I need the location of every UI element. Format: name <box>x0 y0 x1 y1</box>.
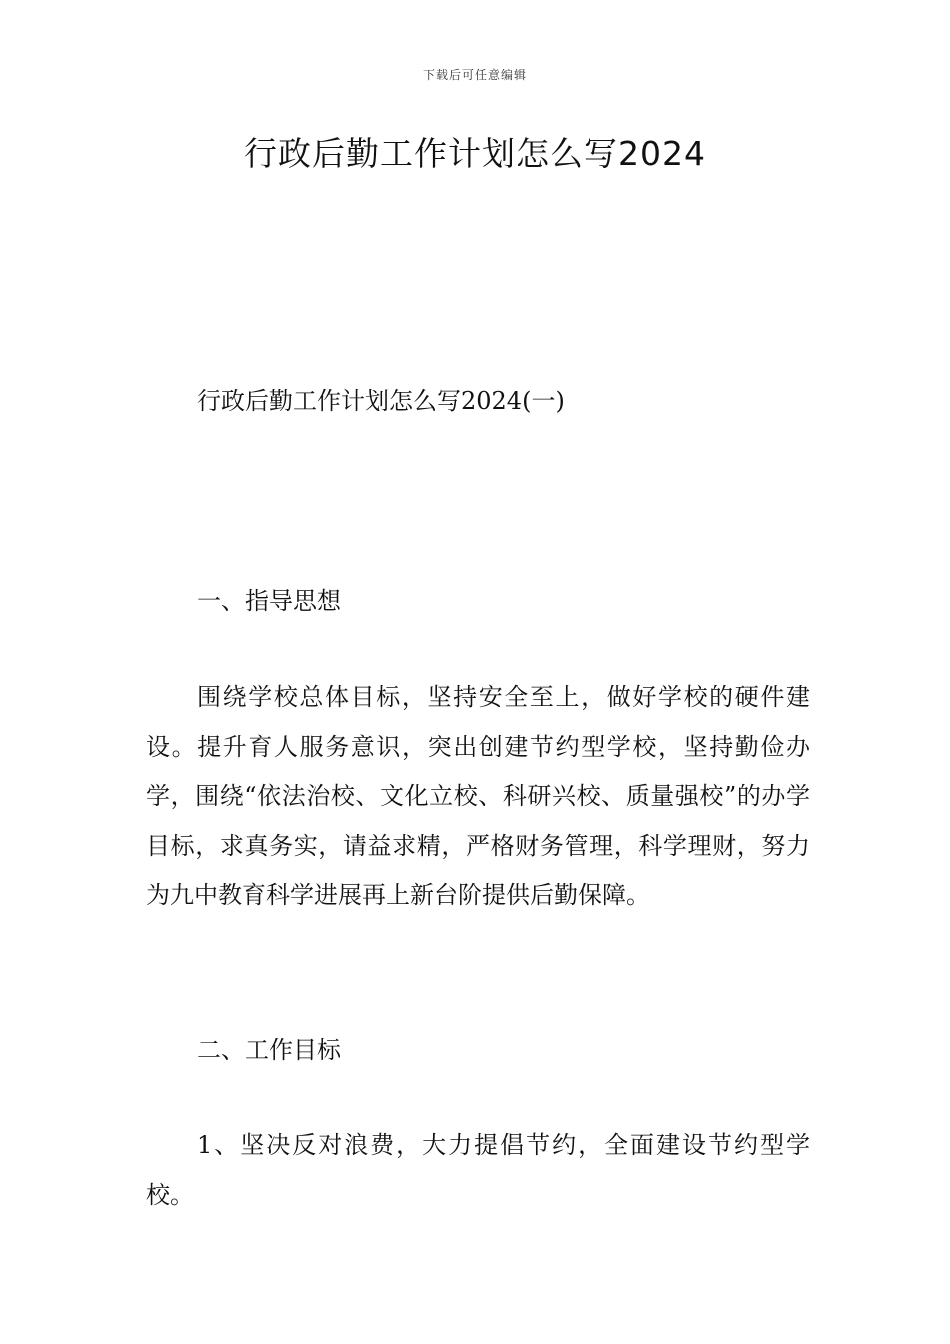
header-note: 下载后可任意编辑 <box>422 68 527 82</box>
section-heading-work-goals: 二、工作目标 <box>197 1036 341 1064</box>
section-heading-guiding-ideology: 一、指导思想 <box>197 587 341 615</box>
document-title: 行政后勤工作计划怎么写2024 <box>244 134 706 173</box>
document-subtitle: 行政后勤工作计划怎么写2024(一) <box>197 387 565 415</box>
section-paragraph-guiding-ideology: 围绕学校总体目标，坚持安全至上，做好学校的硬件建设。提升育人服务意识，突出创建节约型学校，坚持勤俭办学，围绕“依法治校、文化立校、科研兴校、质量强校”的办学目标，求真务实，请益求精，严格财务管理，科学理财，努力为九中教育科学进展再上新台阶提供后勤保障。 <box>146 683 810 909</box>
section-paragraph-work-goals: 1、坚决反对浪费，大力提倡节约，全面建设节约型学校。 <box>146 1131 810 1209</box>
